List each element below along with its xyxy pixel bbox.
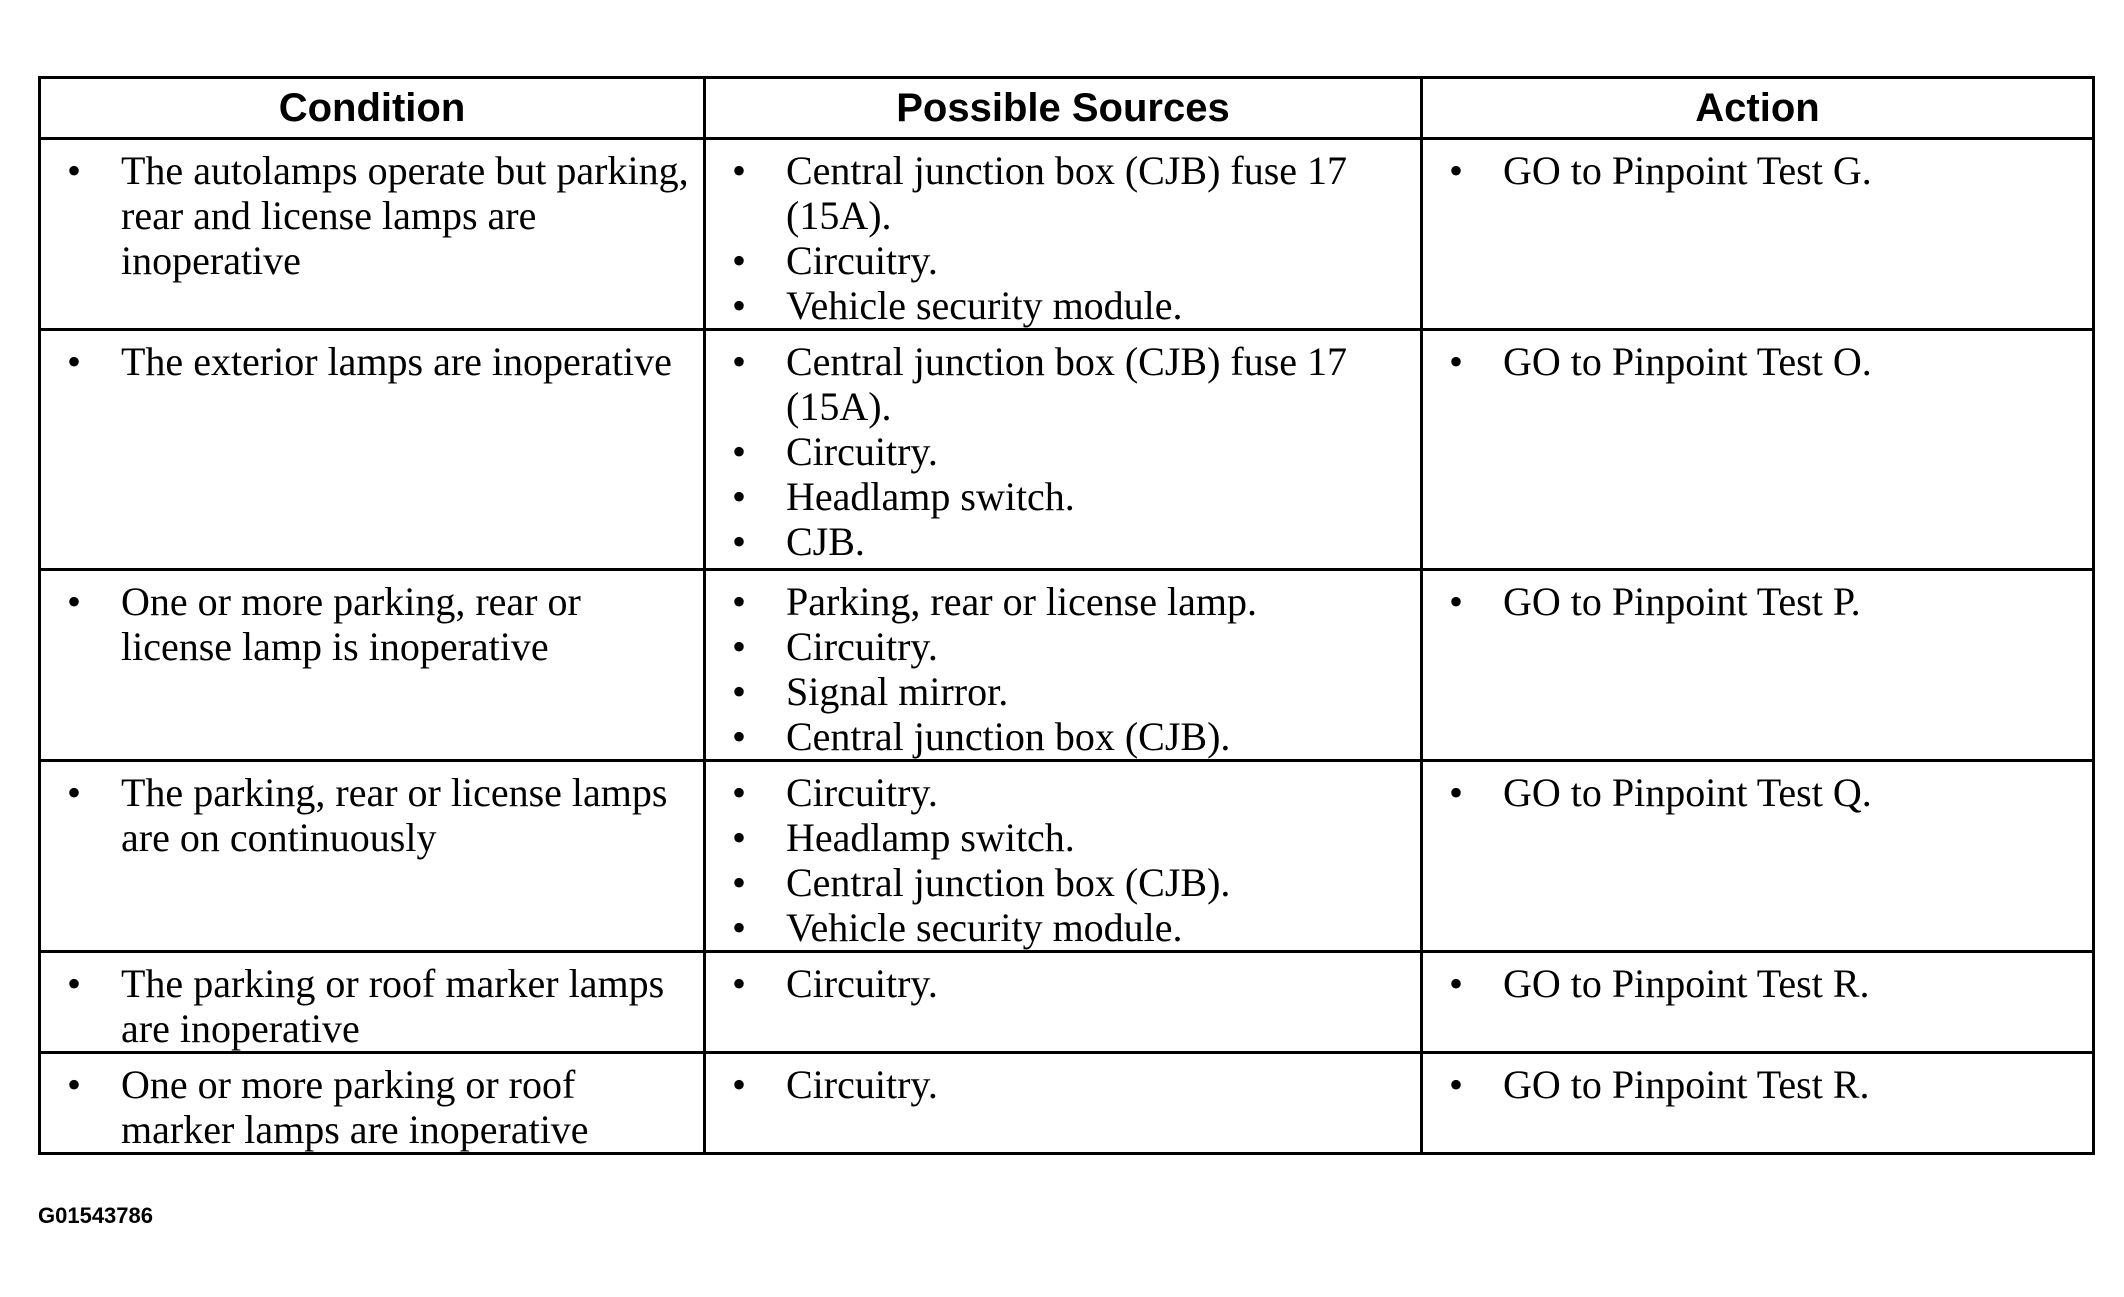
item-text: Headlamp switch. (786, 815, 1075, 860)
item-text: Central junction box (CJB). (786, 714, 1231, 759)
item-text: The parking, rear or license lamps are on continuously (121, 770, 668, 860)
bullet-icon: • (731, 579, 746, 624)
bullet-icon: • (731, 238, 746, 283)
item-text: Central junction box (CJB) fuse 17 (15A). (786, 339, 1348, 429)
bullet-icon: • (66, 770, 81, 815)
item-text: GO to Pinpoint Test P. (1503, 579, 1861, 624)
possible-sources-cell (705, 1053, 1422, 1154)
list-item (706, 961, 1420, 1006)
header-action: Action (1422, 78, 2094, 139)
possible-sources-cell (705, 761, 1422, 952)
bullet-list (1423, 961, 2092, 1006)
list-item (1423, 770, 2092, 815)
list-item (1423, 1062, 2092, 1107)
list-item (706, 339, 1420, 429)
bullet-list (1423, 579, 2092, 624)
header-possible-sources: Possible Sources (705, 78, 1422, 139)
table-body (40, 139, 2094, 1154)
bullet-icon: • (731, 624, 746, 669)
possible-sources-cell (705, 952, 1422, 1053)
list-item (706, 429, 1420, 474)
bullet-icon: • (731, 961, 746, 1006)
item-text: GO to Pinpoint Test R. (1503, 961, 1870, 1006)
bullet-icon: • (1448, 1062, 1463, 1107)
item-text: Central junction box (CJB). (786, 860, 1231, 905)
item-text: Circuitry. (786, 961, 938, 1006)
bullet-icon: • (731, 770, 746, 815)
list-item (706, 714, 1420, 759)
list-item (1423, 148, 2092, 193)
list-item (1423, 579, 2092, 624)
bullet-icon: • (731, 669, 746, 714)
item-text: GO to Pinpoint Test R. (1503, 1062, 1870, 1107)
list-item (706, 238, 1420, 283)
list-item (706, 624, 1420, 669)
bullet-icon: • (731, 429, 746, 474)
bullet-list (41, 961, 703, 1051)
bullet-icon: • (731, 283, 746, 328)
action-cell (1422, 952, 2094, 1053)
list-item (41, 770, 703, 860)
bullet-icon: • (66, 148, 81, 193)
bullet-icon: • (731, 714, 746, 759)
list-item (706, 860, 1420, 905)
list-item (41, 1062, 703, 1152)
list-item (706, 1062, 1420, 1107)
item-text: GO to Pinpoint Test Q. (1503, 770, 1872, 815)
table-row (40, 952, 2094, 1053)
bullet-icon: • (66, 579, 81, 624)
item-text: Vehicle security module. (786, 905, 1183, 950)
item-text: Circuitry. (786, 429, 938, 474)
bullet-list (1423, 1062, 2092, 1107)
item-text: Circuitry. (786, 770, 938, 815)
bullet-list (41, 1062, 703, 1152)
bullet-icon: • (731, 339, 746, 384)
bullet-icon: • (731, 905, 746, 950)
action-cell (1422, 330, 2094, 570)
table-row (40, 139, 2094, 330)
list-item (41, 148, 703, 283)
bullet-icon: • (731, 519, 746, 564)
bullet-icon: • (66, 339, 81, 384)
condition-cell (40, 330, 705, 570)
bullet-icon: • (731, 474, 746, 519)
table-row (40, 570, 2094, 761)
table-row (40, 761, 2094, 952)
possible-sources-cell (705, 570, 1422, 761)
bullet-list (41, 770, 703, 860)
bullet-list (1423, 339, 2092, 384)
bullet-icon: • (66, 961, 81, 1006)
bullet-icon: • (1448, 961, 1463, 1006)
bullet-icon: • (731, 1062, 746, 1107)
condition-cell (40, 761, 705, 952)
item-text: GO to Pinpoint Test G. (1503, 148, 1872, 193)
possible-sources-cell (705, 330, 1422, 570)
table-row (40, 330, 2094, 570)
list-item (706, 148, 1420, 238)
list-item (1423, 961, 2092, 1006)
action-cell (1422, 1053, 2094, 1154)
item-text: The exterior lamps are inoperative (121, 339, 672, 384)
list-item (41, 339, 703, 384)
list-item (41, 579, 703, 669)
list-item (706, 770, 1420, 815)
item-text: Signal mirror. (786, 669, 1009, 714)
item-text: Circuitry. (786, 624, 938, 669)
bullet-icon: • (731, 860, 746, 905)
header-row (40, 78, 2094, 139)
bullet-list (706, 770, 1420, 950)
bullet-icon: • (1448, 339, 1463, 384)
header-condition: Condition (40, 78, 705, 139)
list-item (1423, 339, 2092, 384)
list-item (706, 579, 1420, 624)
possible-sources-cell (705, 139, 1422, 330)
table-row (40, 1053, 2094, 1154)
action-cell (1422, 139, 2094, 330)
item-text: The parking or roof marker lamps are inoperative (121, 961, 665, 1051)
bullet-list (41, 579, 703, 669)
item-text: One or more parking or roof marker lamps are inoperative (121, 1062, 589, 1152)
condition-cell (40, 1053, 705, 1154)
bullet-list (706, 579, 1420, 759)
bullet-icon: • (1448, 579, 1463, 624)
item-text: The autolamps operate but parking, rear and license lamps are inoperative (121, 148, 689, 283)
bullet-icon: • (66, 1062, 81, 1107)
action-cell (1422, 570, 2094, 761)
bullet-icon: • (1448, 148, 1463, 193)
bullet-list (41, 339, 703, 384)
item-text: Central junction box (CJB) fuse 17 (15A). (786, 148, 1348, 238)
bullet-list (706, 339, 1420, 564)
item-text: GO to Pinpoint Test O. (1503, 339, 1872, 384)
item-text: Parking, rear or license lamp. (786, 579, 1257, 624)
item-text: Circuitry. (786, 238, 938, 283)
condition-cell (40, 139, 705, 330)
list-item (706, 474, 1420, 519)
bullet-icon: • (731, 815, 746, 860)
item-text: Headlamp switch. (786, 474, 1075, 519)
item-text: One or more parking, rear or license lamp is inoperative (121, 579, 581, 669)
symptom-chart-table (38, 76, 2095, 1155)
bullet-list (706, 148, 1420, 328)
item-text: Vehicle security module. (786, 283, 1183, 328)
bullet-list (1423, 770, 2092, 815)
bullet-list (41, 148, 703, 283)
bullet-icon: • (1448, 770, 1463, 815)
list-item (706, 905, 1420, 950)
list-item (706, 669, 1420, 714)
list-item (706, 519, 1420, 564)
list-item (706, 283, 1420, 328)
condition-cell (40, 952, 705, 1053)
bullet-list (706, 961, 1420, 1006)
bullet-list (1423, 148, 2092, 193)
action-cell (1422, 761, 2094, 952)
list-item (41, 961, 703, 1051)
condition-cell (40, 570, 705, 761)
item-text: Circuitry. (786, 1062, 938, 1107)
item-text: CJB. (786, 519, 865, 564)
list-item (706, 815, 1420, 860)
bullet-icon: • (731, 148, 746, 193)
figure-id: G01543786 (38, 1203, 153, 1228)
bullet-list (706, 1062, 1420, 1107)
